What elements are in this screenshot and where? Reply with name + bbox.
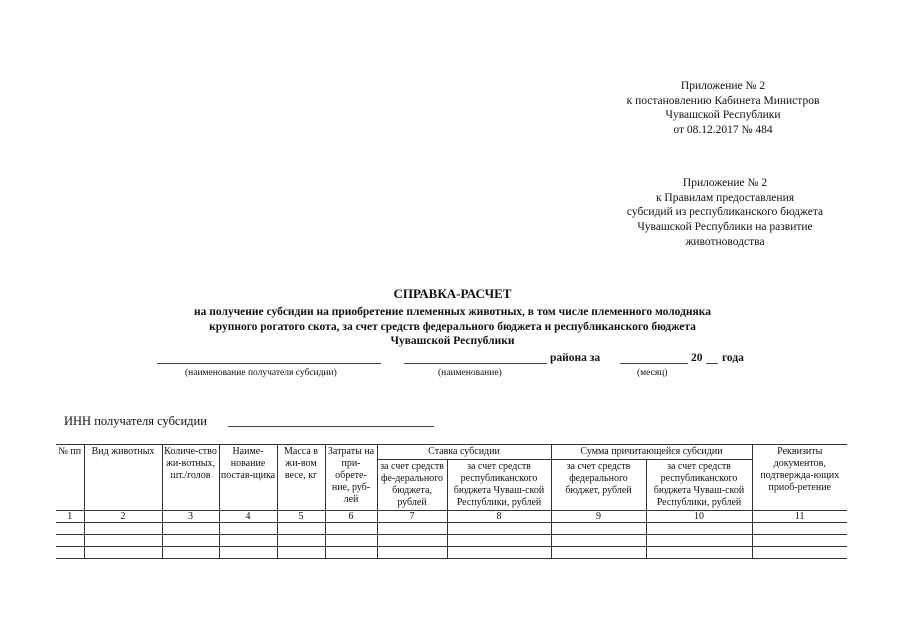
subtitle-line: на получение субсидии на приобретение племенных животных, в том числе племенного молодняка: [194, 306, 711, 318]
header-sum-group: Сумма причитающейся субсидии: [551, 445, 752, 460]
table-cell[interactable]: [752, 535, 847, 547]
appendix2-line: животноводства: [685, 235, 765, 248]
appendix1-line: Приложение № 2: [680, 80, 766, 92]
header-weight: Масса в жи-вом весе, кг: [277, 445, 325, 511]
table-cell[interactable]: [447, 523, 551, 535]
table-row[interactable]: [56, 535, 847, 547]
table-row[interactable]: [56, 547, 847, 559]
table-cell[interactable]: [325, 523, 377, 535]
table-cell[interactable]: [56, 547, 84, 559]
table-cell[interactable]: [377, 547, 447, 559]
header-sum-federal: за счет средств федерального бюджет, рублей: [551, 460, 646, 511]
table-cell[interactable]: [551, 523, 646, 535]
header-rate-federal: за счет средств фе-дерального бюджета, рублей: [377, 460, 447, 511]
table-cell[interactable]: [447, 535, 551, 547]
header-animal-type: Вид животных: [84, 445, 162, 511]
table-cell[interactable]: [551, 535, 646, 547]
district-name-field[interactable]: [404, 363, 547, 364]
appendix2-line: субсидий из республиканского бюджета: [626, 206, 824, 219]
appendix-header-1: [598, 79, 848, 138]
table-cell[interactable]: [162, 523, 219, 535]
appendix2-line: Чувашской Республики на развитие: [637, 221, 813, 234]
subtitle-line: крупного рогатого скота, за счет средств федерального бюджета и республиканского бюджета: [209, 320, 696, 333]
appendix2-line: Приложение № 2: [682, 177, 768, 189]
year-field[interactable]: [706, 363, 718, 364]
column-number: 8: [447, 511, 551, 523]
table-cell[interactable]: [752, 523, 847, 535]
subsidy-table: [56, 444, 847, 559]
column-number: 7: [377, 511, 447, 523]
table-cell[interactable]: [277, 523, 325, 535]
column-number: 3: [162, 511, 219, 523]
column-number: 5: [277, 511, 325, 523]
table-cell[interactable]: [56, 535, 84, 547]
column-number: 11: [752, 511, 847, 523]
year-prefix: 20: [691, 352, 703, 364]
year-label: года: [722, 352, 744, 364]
table-cell[interactable]: [162, 535, 219, 547]
month-field[interactable]: [620, 363, 688, 364]
column-number: 10: [646, 511, 752, 523]
recipient-name-field[interactable]: [157, 363, 381, 364]
table-cell[interactable]: [551, 547, 646, 559]
table-cell[interactable]: [377, 535, 447, 547]
header-rate-group: Ставка субсидии: [377, 445, 551, 460]
inn-field[interactable]: [228, 426, 434, 427]
district-label: района за: [550, 352, 601, 364]
table-cell[interactable]: [447, 547, 551, 559]
table-cell[interactable]: [646, 523, 752, 535]
caption-name: (наименование): [438, 368, 502, 378]
table-cell[interactable]: [56, 523, 84, 535]
table-cell[interactable]: [325, 547, 377, 559]
column-number: 4: [219, 511, 277, 523]
caption-recipient: (наименование получателя субсидии): [185, 368, 337, 378]
header-supplier: Наиме-нование постав-щика: [219, 445, 277, 511]
table-cell[interactable]: [325, 535, 377, 547]
table-cell[interactable]: [277, 547, 325, 559]
table-cell[interactable]: [277, 535, 325, 547]
table-row[interactable]: [56, 523, 847, 535]
column-number: 1: [56, 511, 84, 523]
table-cell[interactable]: [84, 535, 162, 547]
document-subtitle: [100, 305, 805, 349]
table-cell[interactable]: [377, 523, 447, 535]
header-quantity: Количе-ство жи-вотных, шт./голов: [162, 445, 219, 511]
table-cell[interactable]: [162, 547, 219, 559]
column-number: 2: [84, 511, 162, 523]
table-cell[interactable]: [84, 523, 162, 535]
table-cell[interactable]: [219, 547, 277, 559]
header-requisites: Реквизиты документов, подтвержда-ющих приоб-ретение: [752, 445, 847, 511]
header-costs: Затраты на при-обрете-ние, руб-лей: [325, 445, 377, 511]
appendix2-line: к Правилам предоставления: [655, 191, 795, 204]
appendix-header-2: [575, 176, 875, 250]
header-rate-republic: за счет средств республиканского бюджета Чуваш-ской Республики, рублей: [447, 460, 551, 511]
document-title: СПРАВКА-РАСЧЕТ: [393, 286, 512, 301]
column-number-row: [56, 511, 847, 523]
inn-label: ИНН получателя субсидии: [64, 414, 207, 428]
table-cell[interactable]: [646, 535, 752, 547]
appendix1-line: к постановлению Кабинета Министров: [626, 94, 820, 107]
column-number: 6: [325, 511, 377, 523]
caption-month: (месяц): [637, 368, 668, 378]
table-cell[interactable]: [752, 547, 847, 559]
appendix1-line: Чувашской Республики: [665, 109, 781, 122]
table-cell[interactable]: [84, 547, 162, 559]
appendix1-line: от 08.12.2017 № 484: [673, 124, 773, 137]
table-cell[interactable]: [646, 547, 752, 559]
table-cell[interactable]: [219, 523, 277, 535]
header-sum-republic: за счет средств республиканского бюджета Чуваш-ской Республики, рублей: [646, 460, 752, 511]
table-header-row: [56, 445, 847, 460]
subtitle-line: Чувашской Республики: [390, 335, 515, 348]
column-number: 9: [551, 511, 646, 523]
table-cell[interactable]: [219, 535, 277, 547]
header-no: № пп: [56, 445, 84, 511]
